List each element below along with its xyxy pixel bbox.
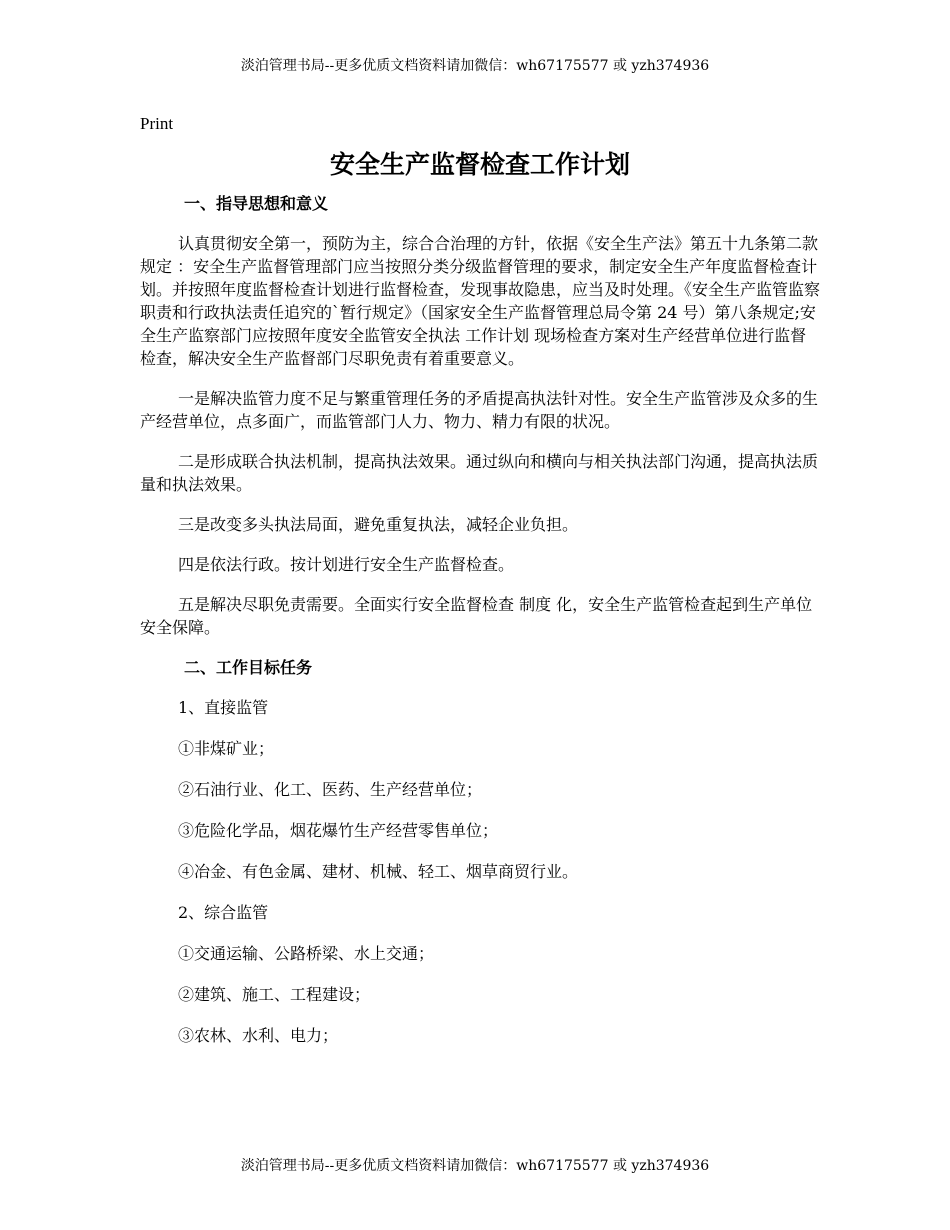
paragraph-basis: 认真贯彻安全第一，预防为主，综合合治理的方针，依据《安全生产法》第五十九条第二款 规定 ：安全生产监督管理部门应当按照分类分级监督管理的要求，制定安全生产年度监督检查计划。并按照年度监督检查计划进行监督检查，发现事故隐患，应当及时处理。《安全生产监管监察职责和行政执法责任追究的`暂行规定》（国家安全生产监督管理总局令第 24 号）第八条规定;安全生产监察部门应按照年度安全监管安全执法 工作计划 现场检查方案对生产经营单位进行监督检查，解决安全生产监督部门尽职免责有着重要意义。 bbox=[140, 234, 821, 368]
section-heading-targets: 二、工作目标任务 bbox=[184, 658, 313, 677]
list-item-comprehensive-supervision: 2、综合监管 bbox=[178, 903, 269, 922]
list-item: ③农林、水利、电力； bbox=[178, 1026, 339, 1045]
print-label: Print bbox=[140, 114, 174, 133]
page-header: 淡泊管理书局--更多优质文档资料请加微信：wh67175577 或 yzh374936 bbox=[240, 58, 710, 74]
paragraph-point-three: 三是改变多头执法局面，避免重复执法，减轻企业负担。 bbox=[178, 515, 579, 534]
paragraph-point-four: 四是依法行政。按计划进行安全生产监督检查。 bbox=[178, 555, 515, 574]
list-item: ①非煤矿业； bbox=[178, 739, 275, 758]
list-item: ②建筑、施工、工程建设； bbox=[178, 985, 371, 1004]
document-title: 安全生产监督检查工作计划 bbox=[329, 150, 630, 179]
document-body bbox=[140, 112, 820, 1065]
list-item: ③危险化学品，烟花爆竹生产经营零售单位； bbox=[178, 821, 499, 840]
list-item: ④冶金、有色金属、建材、机械、轻工、烟草商贸行业。 bbox=[178, 862, 579, 881]
section-heading-guiding-principles: 一、指导思想和意义 bbox=[184, 194, 329, 213]
paragraph-point-five: 五是解决尽职免责需要。全面实行安全监督检查 制度 化，安全生产监管检查起到生产单位安全保障。 bbox=[140, 595, 813, 637]
list-item-direct-supervision: 1、直接监管 bbox=[178, 698, 269, 717]
list-item: ①交通运输、公路桥梁、水上交通； bbox=[178, 944, 435, 963]
page-footer: 淡泊管理书局--更多优质文档资料请加微信：wh67175577 或 yzh374936 bbox=[240, 1158, 710, 1174]
paragraph-point-two: 二是形成联合执法机制，提高执法效果。通过纵向和横向与相关执法部门沟通，提高执法质量和执法效果。 bbox=[140, 452, 819, 494]
paragraph-point-one: 一是解决监管力度不足与繁重管理任务的矛盾提高执法针对性。安全生产监管涉及众多的生产经营单位，点多面广，而监管部门人力、物力、精力有限的状况。 bbox=[140, 389, 819, 431]
list-item: ②石油行业、化工、医药、生产经营单位； bbox=[178, 780, 483, 799]
